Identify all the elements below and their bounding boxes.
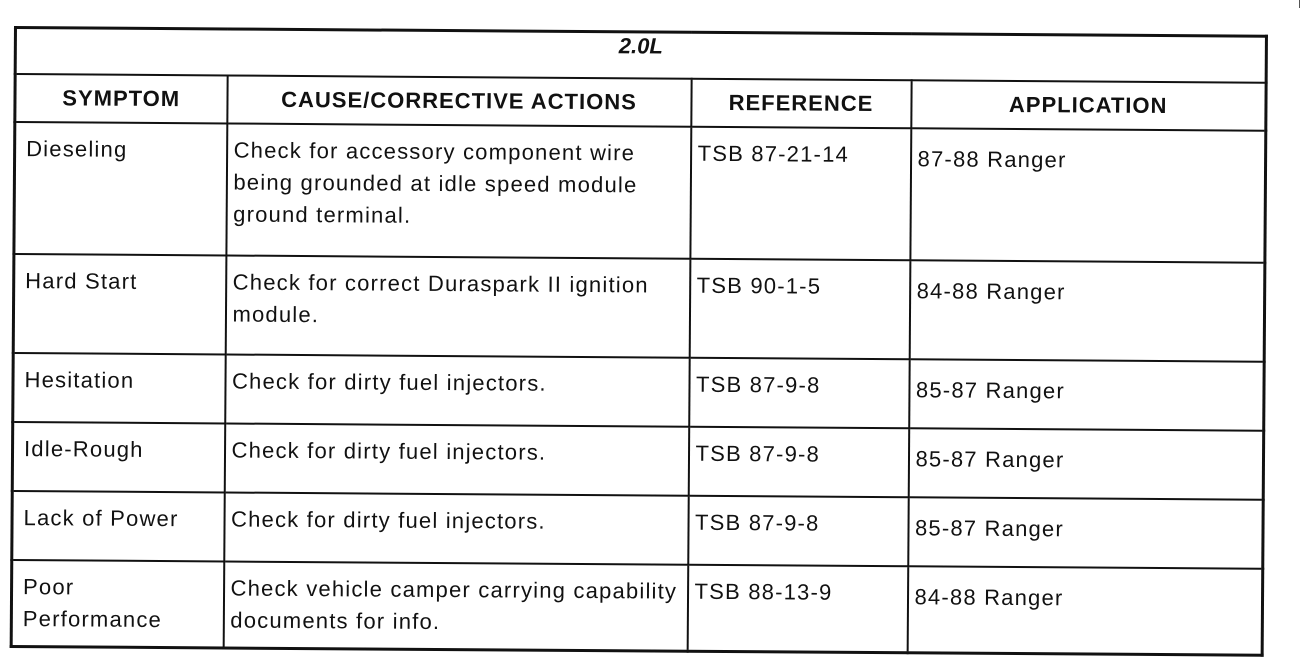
table-row	[11, 560, 1263, 655]
reference-cell	[687, 565, 908, 653]
reference-cell	[688, 496, 908, 567]
reference-text: TSB 87-9-8	[694, 509, 820, 536]
application-cell	[907, 566, 1263, 655]
cause-cell	[224, 423, 688, 495]
cause-cell	[224, 492, 688, 564]
cause-text: Check for accessory component wire being grounded at idle speed module ground terminal.	[233, 137, 638, 228]
cause-cell	[223, 561, 688, 651]
column-header-cause: CAUSE/CORRECTIVE ACTIONS	[227, 75, 691, 126]
reference-cell	[690, 127, 911, 261]
application-text: 85-87 Ranger	[914, 515, 1065, 542]
reference-text: TSB 87-9-8	[695, 371, 821, 398]
symptom-text: Poor Performance	[22, 574, 163, 633]
reference-text: TSB 90-1-5	[696, 272, 822, 299]
column-header-application: APPLICATION	[911, 80, 1266, 130]
symptom-text: Hesitation	[24, 366, 135, 393]
cause-text: Check for dirty fuel injectors.	[231, 437, 547, 465]
symptom-text: Idle-Rough	[23, 435, 144, 462]
symptom-cell	[12, 422, 224, 493]
reference-text: TSB 87-9-8	[695, 440, 821, 467]
table-row	[13, 254, 1265, 361]
cause-cell	[225, 354, 689, 426]
table-row	[14, 122, 1266, 263]
application-text: 85-87 Ranger	[915, 445, 1065, 473]
tsb-table	[10, 26, 1268, 657]
application-cell	[910, 128, 1266, 263]
cause-text: Check vehicle camper carrying capability documents for info.	[230, 575, 678, 634]
cause-text: Check for correct Duraspark II ignition module.	[232, 269, 649, 328]
application-cell	[908, 497, 1263, 569]
tsb-table-sheet	[10, 26, 1268, 657]
reference-cell	[689, 259, 910, 359]
symptom-cell	[13, 254, 226, 354]
column-header-symptom: SYMPTOM	[15, 74, 227, 123]
cause-cell	[226, 123, 691, 258]
cause-text: Check for dirty fuel injectors.	[230, 506, 546, 534]
symptom-text: Hard Start	[25, 268, 138, 294]
symptom-text: Dieseling	[26, 136, 128, 162]
symptom-cell	[12, 491, 224, 562]
reference-text: TSB 88-13-9	[694, 578, 833, 605]
reference-cell	[689, 357, 909, 428]
table-header-row	[15, 74, 1266, 131]
symptom-cell	[13, 353, 225, 424]
symptom-cell	[11, 560, 224, 648]
table-row	[12, 491, 1263, 569]
scan-edge-mark	[1299, 0, 1300, 8]
column-header-reference: REFERENCE	[691, 79, 911, 129]
application-text: 85-87 Ranger	[915, 376, 1066, 403]
application-cell	[908, 428, 1263, 500]
application-text: 84-88 Ranger	[914, 584, 1064, 611]
table-row	[13, 353, 1264, 431]
cause-cell	[225, 256, 690, 358]
table-row	[12, 422, 1263, 500]
application-cell	[909, 260, 1265, 361]
application-text: 84-88 Ranger	[916, 278, 1066, 305]
application-text: 87-88 Ranger	[917, 146, 1067, 173]
application-cell	[909, 359, 1264, 431]
reference-text: TSB 87-21-14	[697, 140, 850, 167]
symptom-text: Lack of Power	[23, 504, 179, 532]
table-title: 2.0L	[15, 28, 1266, 83]
reference-cell	[688, 426, 908, 497]
cause-text: Check for dirty fuel injectors.	[231, 368, 547, 396]
symptom-cell	[14, 122, 227, 256]
